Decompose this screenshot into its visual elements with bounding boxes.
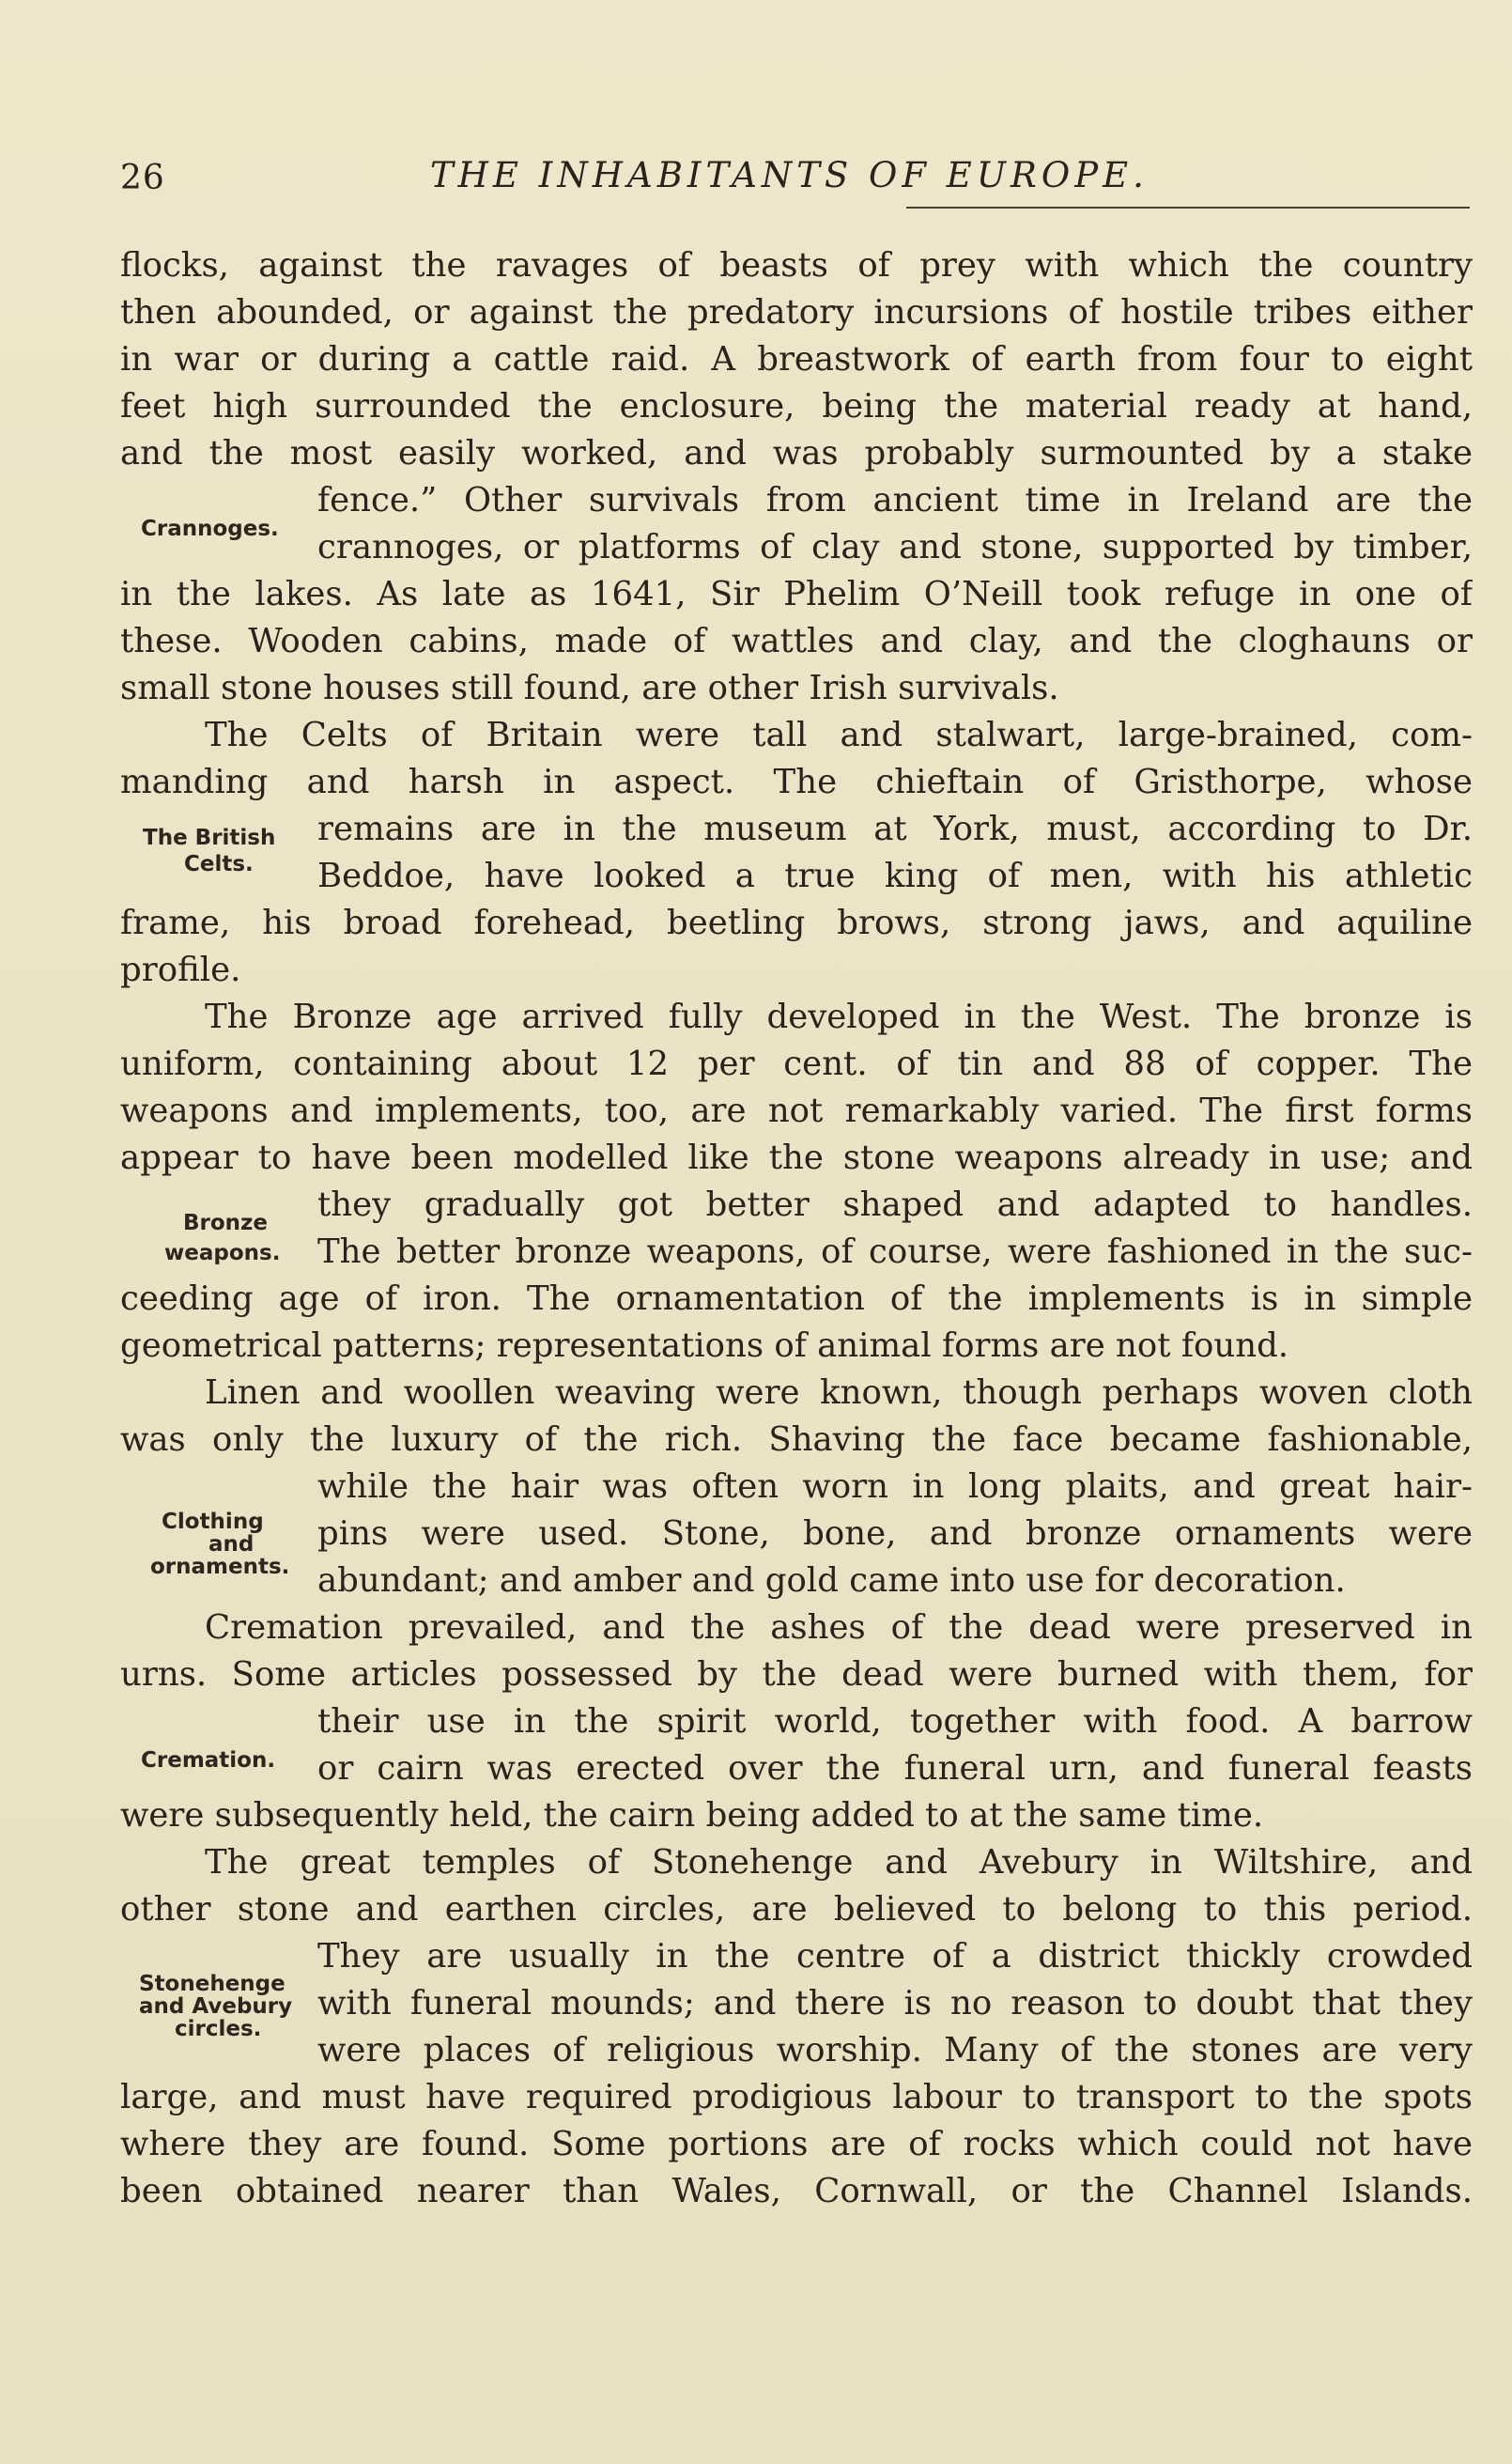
text-line: The great temples of Stonehenge and Avebury in Wiltshire, and (205, 1843, 1473, 1882)
side-note-line: Stonehenge (139, 1972, 285, 1996)
side-note-line: and (208, 1532, 255, 1557)
text-line: their use in the spirit world, together with food. A barrow (317, 1702, 1473, 1741)
text-line: while the hair was often worn in long plaits, and great hair- (317, 1467, 1473, 1506)
side-note-line: weapons. (164, 1241, 281, 1265)
text-line: were subsequently held, the cairn being added to at the same time. (120, 1796, 1264, 1835)
text-line: geometrical patterns; representations of animal forms are not found. (120, 1326, 1289, 1365)
text-line: they gradually got better shaped and adapted to handles. (317, 1186, 1473, 1224)
side-note-line: The British (143, 826, 276, 850)
side-note-cremation (141, 1749, 275, 1772)
text-line: ceeding age of iron. The ornamentation of the implements is in simple (120, 1279, 1473, 1318)
side-note-stonehenge (139, 1973, 292, 2040)
text-line: been obtained nearer than Wales, Cornwall, or the Channel Islands. (120, 2172, 1473, 2210)
text-line: fence.” Other survivals from ancient time in Ireland are the (317, 481, 1473, 519)
text-line: feet high surrounded the enclosure, being the material ready at hand, (120, 387, 1473, 426)
text-line: The better bronze weapons, of course, were fashioned in the suc- (317, 1232, 1473, 1271)
header-rule (906, 207, 1470, 209)
side-note-crannoges (141, 518, 279, 540)
text-line: The Bronze age arrived fully developed in the West. The bronze is (205, 998, 1473, 1036)
text-line: They are usually in the centre of a district thickly crowded (317, 1937, 1473, 1976)
text-line: in war or during a cattle raid. A breastwork of earth from four to eight (120, 340, 1473, 379)
side-note-bronze-weapons (164, 1212, 280, 1264)
side-note-line: Crannoges. (141, 517, 279, 541)
text-line: frame, his broad forehead, beetling brows, strong jaws, and aquiline (120, 904, 1473, 942)
side-note-line: Bronze (183, 1211, 269, 1235)
text-line: flocks, against the ravages of beasts of prey with which the country (120, 246, 1473, 285)
text-line: Beddoe, have looked a true king of men, with his athletic (317, 857, 1473, 895)
text-line: weapons and implements, too, are not remarkably varied. The first forms (120, 1092, 1473, 1130)
text-line: these. Wooden cabins, made of wattles and clay, and the cloghauns or (120, 622, 1473, 660)
text-line: appear to have been modelled like the stone weapons already in use; and (120, 1139, 1473, 1177)
side-note-line: ornaments. (150, 1555, 290, 1579)
page-number: 26 (120, 159, 165, 197)
text-line: were places of religious worship. Many of the stones are very (317, 2031, 1473, 2069)
text-line: crannoges, or platforms of clay and stone, supported by timber, (317, 528, 1473, 566)
side-note-line: Clothing (162, 1510, 264, 1534)
text-line: other stone and earthen circles, are believed to belong to this period. (120, 1890, 1473, 1929)
text-line: with funeral mounds; and there is no reason to doubt that they (317, 1984, 1473, 2022)
text-line: large, and must have required prodigious labour to transport to the spots (120, 2078, 1473, 2116)
text-line: Linen and woollen weaving were known, though perhaps woven cloth (205, 1373, 1473, 1412)
text-line: uniform, containing about 12 per cent. of tin and 88 of copper. The (120, 1045, 1473, 1083)
text-line: then abounded, or against the predatory incursions of hostile tribes either (120, 293, 1473, 332)
text-line: in the lakes. As late as 1641, Sir Phelim O’Neill took refuge in one of (120, 575, 1473, 613)
text-line: manding and harsh in aspect. The chieftain of Gristhorpe, whose (120, 763, 1473, 801)
page-title: THE INHABITANTS OF EUROPE. (430, 155, 1149, 195)
text-line: where they are found. Some portions are of rocks which could not have (120, 2125, 1473, 2163)
text-line: The Celts of Britain were tall and stalwart, large-brained, com- (205, 716, 1473, 754)
text-line: pins were used. Stone, bone, and bronze ornaments were (317, 1514, 1473, 1553)
side-note-line: and Avebury (139, 1994, 293, 2019)
text-line: profile. (120, 951, 241, 989)
side-note-line: Celts. (184, 852, 254, 876)
side-note-clothing-ornaments (150, 1511, 289, 1578)
side-note-british-celts (143, 827, 275, 876)
text-line: small stone houses still found, are other Irish survivals. (120, 669, 1059, 707)
text-line: or cairn was erected over the funeral urn, and funeral feasts (317, 1749, 1473, 1788)
running-head (120, 155, 1473, 202)
text-line: remains are in the museum at York, must, according to Dr. (317, 810, 1473, 848)
side-note-line: Cremation. (141, 1748, 276, 1773)
text-line: urns. Some articles possessed by the dead were burned with them, for (120, 1655, 1473, 1694)
text-line: was only the luxury of the rich. Shaving the face became fashionable, (120, 1420, 1473, 1459)
text-line: Cremation prevailed, and the ashes of the dead were preserved in (205, 1608, 1473, 1647)
text-line: and the most easily worked, and was probably surmounted by a stake (120, 434, 1473, 473)
side-note-line: circles. (175, 2017, 262, 2041)
text-line: abundant; and amber and gold came into use for decoration. (317, 1561, 1346, 1600)
